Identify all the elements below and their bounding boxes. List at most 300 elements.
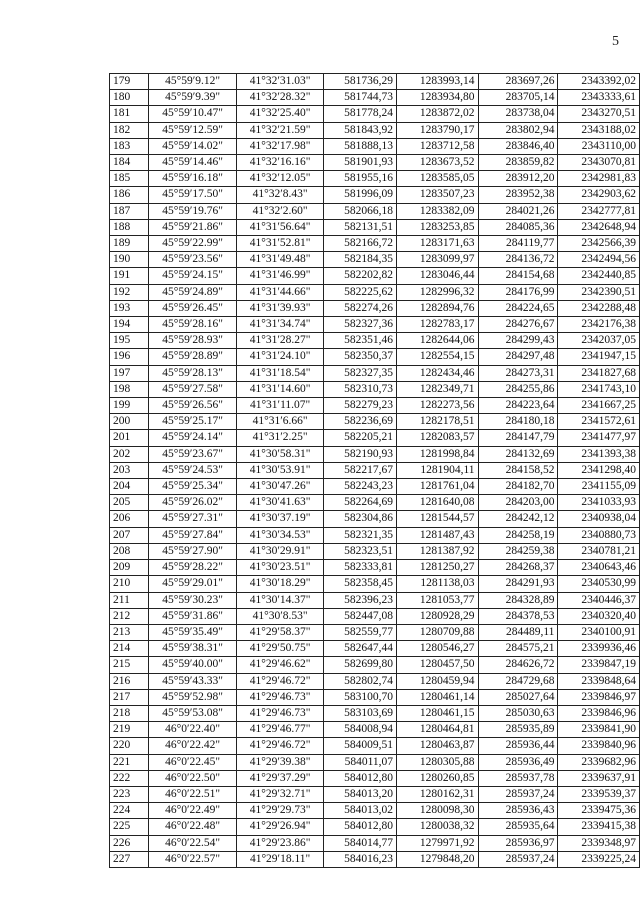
x2-coordinate-cell: 284132,69 [478, 446, 558, 462]
longitude-cell: 41°30′37.19" [236, 511, 324, 527]
point-number-cell: 191 [110, 268, 149, 284]
latitude-cell: 46°0′22.40" [149, 722, 237, 738]
longitude-cell: 41°32′25.40" [236, 106, 324, 122]
latitude-cell: 46°0′22.49" [149, 803, 237, 819]
longitude-cell: 41°30′14.37" [236, 592, 324, 608]
x2-coordinate-cell: 284297,48 [478, 349, 558, 365]
x2-coordinate-cell: 284203,00 [478, 495, 558, 511]
point-number-cell: 203 [110, 462, 149, 478]
point-number-cell: 198 [110, 381, 149, 397]
x2-coordinate-cell: 283846,40 [478, 138, 558, 154]
point-number-cell: 188 [110, 219, 149, 235]
x-coordinate-cell: 583103,69 [324, 705, 397, 721]
table-row [110, 527, 640, 543]
x2-coordinate-cell: 284154,68 [478, 268, 558, 284]
longitude-cell: 41°29′37.29" [236, 770, 324, 786]
coordinates-table [109, 73, 640, 868]
table-row [110, 705, 640, 721]
y2-coordinate-cell: 2342037,05 [558, 333, 640, 349]
x-coordinate-cell: 583100,70 [324, 689, 397, 705]
point-number-cell: 196 [110, 349, 149, 365]
y-coordinate-cell: 1281544,57 [397, 511, 479, 527]
x-coordinate-cell: 582066,18 [324, 203, 397, 219]
longitude-cell: 41°30′29.91" [236, 543, 324, 559]
y2-coordinate-cell: 2339848,64 [558, 673, 640, 689]
x-coordinate-cell: 582358,45 [324, 576, 397, 592]
latitude-cell: 45°59′14.46" [149, 155, 237, 171]
latitude-cell: 45°59′24.53" [149, 462, 237, 478]
x2-coordinate-cell: 285935,64 [478, 819, 558, 835]
y-coordinate-cell: 1282178,51 [397, 414, 479, 430]
point-number-cell: 219 [110, 722, 149, 738]
latitude-cell: 45°59′24.89" [149, 284, 237, 300]
x-coordinate-cell: 584016,23 [324, 851, 397, 867]
x2-coordinate-cell: 284268,37 [478, 560, 558, 576]
latitude-cell: 46°0′22.54" [149, 835, 237, 851]
longitude-cell: 41°29′46.77" [236, 722, 324, 738]
point-number-cell: 201 [110, 430, 149, 446]
y2-coordinate-cell: 2343110,00 [558, 138, 640, 154]
y2-coordinate-cell: 2342440,85 [558, 268, 640, 284]
longitude-cell: 41°29′50.75" [236, 641, 324, 657]
x-coordinate-cell: 582131,51 [324, 219, 397, 235]
x2-coordinate-cell: 285937,24 [478, 851, 558, 867]
x-coordinate-cell: 582396,23 [324, 592, 397, 608]
longitude-cell: 41°29′46.62" [236, 657, 324, 673]
latitude-cell: 46°0′22.50" [149, 770, 237, 786]
point-number-cell: 200 [110, 414, 149, 430]
x2-coordinate-cell: 285936,44 [478, 738, 558, 754]
x-coordinate-cell: 582350,37 [324, 349, 397, 365]
longitude-cell: 41°29′29.73" [236, 803, 324, 819]
y2-coordinate-cell: 2342648,94 [558, 219, 640, 235]
x-coordinate-cell: 581778,24 [324, 106, 397, 122]
latitude-cell: 46°0′22.45" [149, 754, 237, 770]
table-row [110, 219, 640, 235]
y-coordinate-cell: 1281053,77 [397, 592, 479, 608]
x2-coordinate-cell: 284273,31 [478, 365, 558, 381]
y2-coordinate-cell: 2339539,37 [558, 786, 640, 802]
table-row [110, 689, 640, 705]
x-coordinate-cell: 582279,23 [324, 398, 397, 414]
y-coordinate-cell: 1283585,05 [397, 171, 479, 187]
point-number-cell: 224 [110, 803, 149, 819]
table-row [110, 349, 640, 365]
y-coordinate-cell: 1280457,50 [397, 657, 479, 673]
point-number-cell: 187 [110, 203, 149, 219]
x2-coordinate-cell: 284085,36 [478, 219, 558, 235]
y-coordinate-cell: 1283872,02 [397, 106, 479, 122]
table-row [110, 738, 640, 754]
y2-coordinate-cell: 2339846,96 [558, 705, 640, 721]
table-row [110, 722, 640, 738]
latitude-cell: 45°59′22.99" [149, 236, 237, 252]
x-coordinate-cell: 581888,13 [324, 138, 397, 154]
x2-coordinate-cell: 284176,99 [478, 284, 558, 300]
x-coordinate-cell: 581955,16 [324, 171, 397, 187]
y-coordinate-cell: 1281761,04 [397, 479, 479, 495]
latitude-cell: 45°59′40.00" [149, 657, 237, 673]
y2-coordinate-cell: 2339847,19 [558, 657, 640, 673]
table-row [110, 430, 640, 446]
y2-coordinate-cell: 2340320,40 [558, 608, 640, 624]
y2-coordinate-cell: 2341393,38 [558, 446, 640, 462]
longitude-cell: 41°29′46.72" [236, 738, 324, 754]
point-number-cell: 227 [110, 851, 149, 867]
latitude-cell: 45°59′16.18" [149, 171, 237, 187]
y2-coordinate-cell: 2343070,81 [558, 155, 640, 171]
point-number-cell: 218 [110, 705, 149, 721]
x2-coordinate-cell: 285936,97 [478, 835, 558, 851]
x2-coordinate-cell: 284242,12 [478, 511, 558, 527]
y-coordinate-cell: 1283673,52 [397, 155, 479, 171]
x-coordinate-cell: 582217,67 [324, 462, 397, 478]
x2-coordinate-cell: 284119,77 [478, 236, 558, 252]
y2-coordinate-cell: 2339936,46 [558, 641, 640, 657]
x2-coordinate-cell: 284729,68 [478, 673, 558, 689]
point-number-cell: 208 [110, 543, 149, 559]
longitude-cell: 41°29′46.72" [236, 673, 324, 689]
table-row [110, 74, 640, 90]
table-row [110, 819, 640, 835]
longitude-cell: 41°32′2.60" [236, 203, 324, 219]
point-number-cell: 190 [110, 252, 149, 268]
x2-coordinate-cell: 284259,38 [478, 543, 558, 559]
y-coordinate-cell: 1281998,84 [397, 446, 479, 462]
y-coordinate-cell: 1283171,63 [397, 236, 479, 252]
x2-coordinate-cell: 285936,49 [478, 754, 558, 770]
x2-coordinate-cell: 283912,20 [478, 171, 558, 187]
y2-coordinate-cell: 2339682,96 [558, 754, 640, 770]
table-row [110, 398, 640, 414]
point-number-cell: 189 [110, 236, 149, 252]
longitude-cell: 41°32′8.43" [236, 187, 324, 203]
y-coordinate-cell: 1280463,87 [397, 738, 479, 754]
x-coordinate-cell: 582351,46 [324, 333, 397, 349]
y-coordinate-cell: 1281138,03 [397, 576, 479, 592]
latitude-cell: 45°59′26.56" [149, 398, 237, 414]
point-number-cell: 216 [110, 673, 149, 689]
latitude-cell: 45°59′28.22" [149, 560, 237, 576]
longitude-cell: 41°31′34.74" [236, 317, 324, 333]
table-row [110, 268, 640, 284]
longitude-cell: 41°29′18.11" [236, 851, 324, 867]
y2-coordinate-cell: 2340880,73 [558, 527, 640, 543]
x2-coordinate-cell: 284378,53 [478, 608, 558, 624]
x2-coordinate-cell: 284180,18 [478, 414, 558, 430]
y2-coordinate-cell: 2341743,10 [558, 381, 640, 397]
x2-coordinate-cell: 285937,24 [478, 786, 558, 802]
table-row [110, 90, 640, 106]
point-number-cell: 209 [110, 560, 149, 576]
y-coordinate-cell: 1280260,85 [397, 770, 479, 786]
x2-coordinate-cell: 283697,26 [478, 74, 558, 90]
point-number-cell: 207 [110, 527, 149, 543]
x2-coordinate-cell: 285936,43 [478, 803, 558, 819]
table-row [110, 333, 640, 349]
point-number-cell: 197 [110, 365, 149, 381]
longitude-cell: 41°32′21.59" [236, 122, 324, 138]
x-coordinate-cell: 582699,80 [324, 657, 397, 673]
table-row [110, 754, 640, 770]
table-row [110, 300, 640, 316]
y2-coordinate-cell: 2343270,51 [558, 106, 640, 122]
y2-coordinate-cell: 2341827,68 [558, 365, 640, 381]
point-number-cell: 202 [110, 446, 149, 462]
x-coordinate-cell: 584014,77 [324, 835, 397, 851]
x2-coordinate-cell: 284489,11 [478, 624, 558, 640]
x2-coordinate-cell: 285935,89 [478, 722, 558, 738]
point-number-cell: 194 [110, 317, 149, 333]
x2-coordinate-cell: 283705,14 [478, 90, 558, 106]
point-number-cell: 223 [110, 786, 149, 802]
x-coordinate-cell: 582447,08 [324, 608, 397, 624]
y2-coordinate-cell: 2342288,48 [558, 300, 640, 316]
y-coordinate-cell: 1282349,71 [397, 381, 479, 397]
y2-coordinate-cell: 2340938,04 [558, 511, 640, 527]
x2-coordinate-cell: 284255,86 [478, 381, 558, 397]
x-coordinate-cell: 584013,02 [324, 803, 397, 819]
x-coordinate-cell: 582225,62 [324, 284, 397, 300]
latitude-cell: 45°59′31.86" [149, 608, 237, 624]
y-coordinate-cell: 1280546,27 [397, 641, 479, 657]
latitude-cell: 45°59′27.58" [149, 381, 237, 397]
longitude-cell: 41°30′58.31" [236, 446, 324, 462]
table-row [110, 365, 640, 381]
y-coordinate-cell: 1280928,29 [397, 608, 479, 624]
longitude-cell: 41°31′11.07" [236, 398, 324, 414]
table-row [110, 155, 640, 171]
table-row [110, 284, 640, 300]
y2-coordinate-cell: 2339841,90 [558, 722, 640, 738]
point-number-cell: 180 [110, 90, 149, 106]
point-number-cell: 212 [110, 608, 149, 624]
latitude-cell: 45°59′27.84" [149, 527, 237, 543]
y2-coordinate-cell: 2342390,51 [558, 284, 640, 300]
y2-coordinate-cell: 2341477,97 [558, 430, 640, 446]
y2-coordinate-cell: 2341947,15 [558, 349, 640, 365]
longitude-cell: 41°31′2.25" [236, 430, 324, 446]
x-coordinate-cell: 582333,81 [324, 560, 397, 576]
table-row [110, 624, 640, 640]
latitude-cell: 45°59′23.67" [149, 446, 237, 462]
x-coordinate-cell: 582205,21 [324, 430, 397, 446]
x-coordinate-cell: 584008,94 [324, 722, 397, 738]
table-row [110, 803, 640, 819]
latitude-cell: 46°0′22.57" [149, 851, 237, 867]
table-row [110, 495, 640, 511]
x-coordinate-cell: 581843,92 [324, 122, 397, 138]
longitude-cell: 41°31′14.60" [236, 381, 324, 397]
x-coordinate-cell: 582202,82 [324, 268, 397, 284]
table-row [110, 770, 640, 786]
x-coordinate-cell: 582236,69 [324, 414, 397, 430]
y-coordinate-cell: 1283507,23 [397, 187, 479, 203]
table-row [110, 560, 640, 576]
x-coordinate-cell: 584012,80 [324, 819, 397, 835]
y2-coordinate-cell: 2339475,36 [558, 803, 640, 819]
y2-coordinate-cell: 2343333,61 [558, 90, 640, 106]
longitude-cell: 41°30′34.53" [236, 527, 324, 543]
y2-coordinate-cell: 2341298,40 [558, 462, 640, 478]
longitude-cell: 41°29′26.94" [236, 819, 324, 835]
latitude-cell: 45°59′10.47" [149, 106, 237, 122]
y2-coordinate-cell: 2339840,96 [558, 738, 640, 754]
x2-coordinate-cell: 284575,21 [478, 641, 558, 657]
x-coordinate-cell: 581996,09 [324, 187, 397, 203]
table-row [110, 446, 640, 462]
x-coordinate-cell: 581744,73 [324, 90, 397, 106]
longitude-cell: 41°31′18.54" [236, 365, 324, 381]
y-coordinate-cell: 1281487,43 [397, 527, 479, 543]
latitude-cell: 45°59′23.56" [149, 252, 237, 268]
longitude-cell: 41°31′52.81" [236, 236, 324, 252]
latitude-cell: 45°59′27.31" [149, 511, 237, 527]
latitude-cell: 46°0′22.42" [149, 738, 237, 754]
y-coordinate-cell: 1280709,88 [397, 624, 479, 640]
latitude-cell: 45°59′19.76" [149, 203, 237, 219]
y2-coordinate-cell: 2341572,61 [558, 414, 640, 430]
y-coordinate-cell: 1281904,11 [397, 462, 479, 478]
y-coordinate-cell: 1283790,17 [397, 122, 479, 138]
longitude-cell: 41°30′8.53" [236, 608, 324, 624]
table-row [110, 462, 640, 478]
longitude-cell: 41°29′32.71" [236, 786, 324, 802]
latitude-cell: 45°59′52.98" [149, 689, 237, 705]
latitude-cell: 45°59′29.01" [149, 576, 237, 592]
y-coordinate-cell: 1282783,17 [397, 317, 479, 333]
x-coordinate-cell: 581901,93 [324, 155, 397, 171]
table-row [110, 122, 640, 138]
y-coordinate-cell: 1283993,14 [397, 74, 479, 90]
y-coordinate-cell: 1280098,30 [397, 803, 479, 819]
y-coordinate-cell: 1282644,06 [397, 333, 479, 349]
table-row [110, 479, 640, 495]
x2-coordinate-cell: 284626,72 [478, 657, 558, 673]
latitude-cell: 45°59′26.45" [149, 300, 237, 316]
point-number-cell: 225 [110, 819, 149, 835]
y-coordinate-cell: 1280038,32 [397, 819, 479, 835]
x-coordinate-cell: 582321,35 [324, 527, 397, 543]
y2-coordinate-cell: 2342494,56 [558, 252, 640, 268]
y2-coordinate-cell: 2340781,21 [558, 543, 640, 559]
longitude-cell: 41°30′53.91" [236, 462, 324, 478]
longitude-cell: 41°31′39.93" [236, 300, 324, 316]
y2-coordinate-cell: 2341667,25 [558, 398, 640, 414]
y-coordinate-cell: 1280162,31 [397, 786, 479, 802]
x2-coordinate-cell: 284258,19 [478, 527, 558, 543]
x-coordinate-cell: 582310,73 [324, 381, 397, 397]
x-coordinate-cell: 584009,51 [324, 738, 397, 754]
point-number-cell: 195 [110, 333, 149, 349]
y-coordinate-cell: 1281640,08 [397, 495, 479, 511]
longitude-cell: 41°31′44.66" [236, 284, 324, 300]
latitude-cell: 45°59′24.14" [149, 430, 237, 446]
y2-coordinate-cell: 2342566,39 [558, 236, 640, 252]
x-coordinate-cell: 582274,26 [324, 300, 397, 316]
y-coordinate-cell: 1283099,97 [397, 252, 479, 268]
latitude-cell: 45°59′21.86" [149, 219, 237, 235]
y2-coordinate-cell: 2343392,02 [558, 74, 640, 90]
longitude-cell: 41°32′28.32" [236, 90, 324, 106]
x2-coordinate-cell: 283952,38 [478, 187, 558, 203]
latitude-cell: 45°59′14.02" [149, 138, 237, 154]
x2-coordinate-cell: 284224,65 [478, 300, 558, 316]
point-number-cell: 181 [110, 106, 149, 122]
latitude-cell: 46°0′22.51" [149, 786, 237, 802]
y-coordinate-cell: 1282273,56 [397, 398, 479, 414]
point-number-cell: 217 [110, 689, 149, 705]
longitude-cell: 41°32′17.98" [236, 138, 324, 154]
y2-coordinate-cell: 2340100,91 [558, 624, 640, 640]
x2-coordinate-cell: 284223,64 [478, 398, 558, 414]
x2-coordinate-cell: 284136,72 [478, 252, 558, 268]
table-row [110, 543, 640, 559]
point-number-cell: 214 [110, 641, 149, 657]
y2-coordinate-cell: 2342903,62 [558, 187, 640, 203]
y2-coordinate-cell: 2339415,38 [558, 819, 640, 835]
y-coordinate-cell: 1283382,09 [397, 203, 479, 219]
y-coordinate-cell: 1279971,92 [397, 835, 479, 851]
y2-coordinate-cell: 2339637,91 [558, 770, 640, 786]
y2-coordinate-cell: 2343188,02 [558, 122, 640, 138]
table-row [110, 187, 640, 203]
y-coordinate-cell: 1279848,20 [397, 851, 479, 867]
latitude-cell: 45°59′28.13" [149, 365, 237, 381]
point-number-cell: 185 [110, 171, 149, 187]
point-number-cell: 192 [110, 284, 149, 300]
longitude-cell: 41°31′49.48" [236, 252, 324, 268]
table-row [110, 657, 640, 673]
y-coordinate-cell: 1283712,58 [397, 138, 479, 154]
x-coordinate-cell: 582802,74 [324, 673, 397, 689]
y-coordinate-cell: 1280461,14 [397, 689, 479, 705]
longitude-cell: 41°29′58.37" [236, 624, 324, 640]
y2-coordinate-cell: 2341155,09 [558, 479, 640, 495]
point-number-cell: 179 [110, 74, 149, 90]
latitude-cell: 45°59′25.17" [149, 414, 237, 430]
point-number-cell: 220 [110, 738, 149, 754]
table-row [110, 414, 640, 430]
table-row [110, 835, 640, 851]
table-row [110, 252, 640, 268]
x2-coordinate-cell: 283802,94 [478, 122, 558, 138]
longitude-cell: 41°31′24.10" [236, 349, 324, 365]
x2-coordinate-cell: 285027,64 [478, 689, 558, 705]
y-coordinate-cell: 1282554,15 [397, 349, 479, 365]
point-number-cell: 206 [110, 511, 149, 527]
y-coordinate-cell: 1283253,85 [397, 219, 479, 235]
latitude-cell: 45°59′38.31" [149, 641, 237, 657]
longitude-cell: 41°29′46.73" [236, 689, 324, 705]
latitude-cell: 45°59′25.34" [149, 479, 237, 495]
longitude-cell: 41°32′31.03" [236, 74, 324, 90]
y-coordinate-cell: 1283046,44 [397, 268, 479, 284]
x-coordinate-cell: 584011,07 [324, 754, 397, 770]
latitude-cell: 45°59′28.93" [149, 333, 237, 349]
table-row [110, 203, 640, 219]
y-coordinate-cell: 1280464,81 [397, 722, 479, 738]
point-number-cell: 226 [110, 835, 149, 851]
x-coordinate-cell: 581736,29 [324, 74, 397, 90]
x-coordinate-cell: 584012,80 [324, 770, 397, 786]
point-number-cell: 205 [110, 495, 149, 511]
y2-coordinate-cell: 2339348,97 [558, 835, 640, 851]
x2-coordinate-cell: 284021,26 [478, 203, 558, 219]
x-coordinate-cell: 584013,20 [324, 786, 397, 802]
y-coordinate-cell: 1280305,88 [397, 754, 479, 770]
latitude-cell: 45°59′28.89" [149, 349, 237, 365]
